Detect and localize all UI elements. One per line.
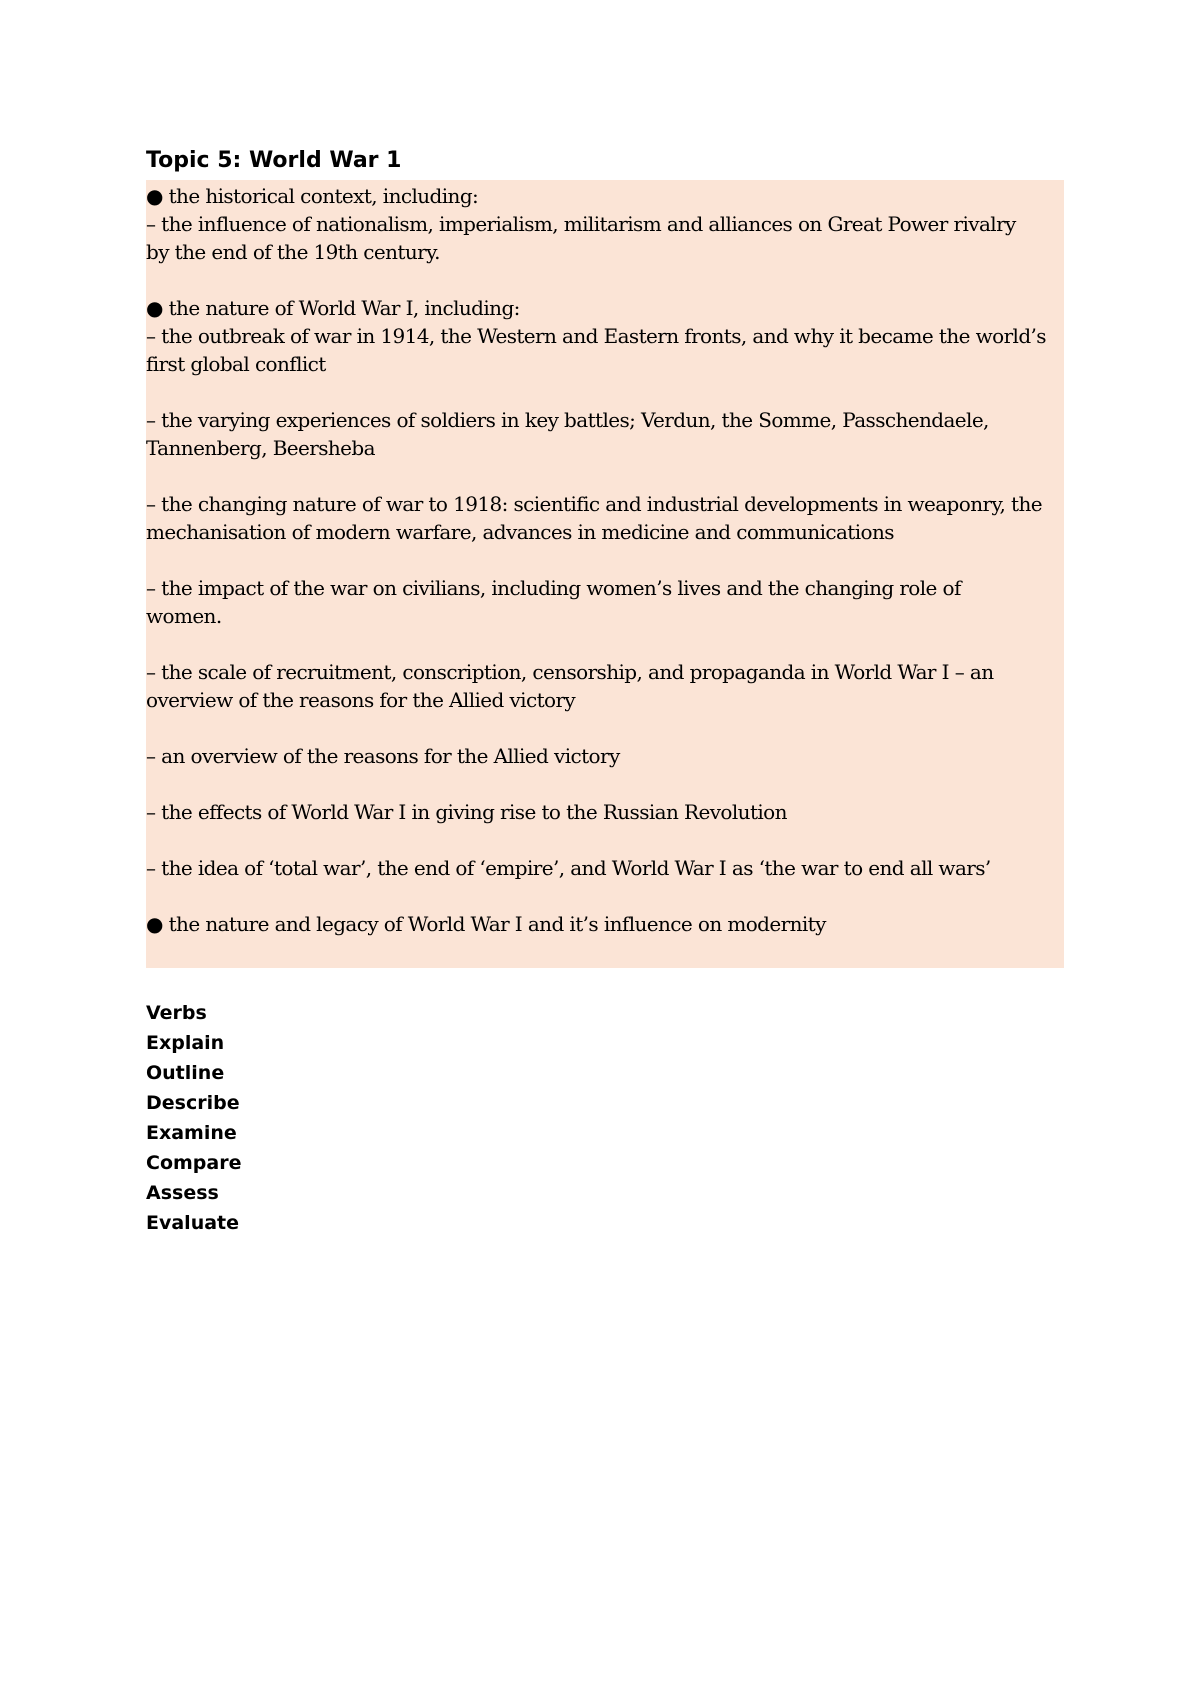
verb-item: Assess bbox=[146, 1182, 219, 1204]
text-line: by the end of the 19th century. bbox=[146, 240, 440, 264]
paragraph-legacy bbox=[146, 910, 1064, 938]
text-line: – the impact of the war on civilians, including women’s lives and the changing role of bbox=[146, 576, 961, 600]
text-line: ● the nature of World War I, including: bbox=[146, 296, 520, 320]
paragraph-soldier-experiences bbox=[146, 406, 1064, 462]
paragraph-allied-victory bbox=[146, 742, 1064, 770]
verb-item: Examine bbox=[146, 1122, 237, 1144]
text-line: – the varying experiences of soldiers in key battles; Verdun, the Somme, Passchendaele, bbox=[146, 408, 989, 432]
text-line: mechanisation of modern warfare, advances in medicine and communications bbox=[146, 520, 894, 544]
syllabus-content-box bbox=[146, 180, 1064, 968]
verbs-heading: Verbs bbox=[146, 1002, 207, 1024]
text-line: – an overview of the reasons for the Allied victory bbox=[146, 744, 620, 768]
paragraph-nature-of-war bbox=[146, 294, 1064, 378]
text-line: – the idea of ‘total war’, the end of ‘empire’, and World War I as ‘the war to end all wars’ bbox=[146, 856, 991, 880]
text-line: – the scale of recruitment, conscription, censorship, and propaganda in World War I – an bbox=[146, 660, 994, 684]
page-title: Topic 5: World War 1 bbox=[146, 148, 402, 173]
verb-item: Outline bbox=[146, 1062, 225, 1084]
verb-item: Compare bbox=[146, 1152, 242, 1174]
paragraph-impact-civilians bbox=[146, 574, 1064, 630]
text-line: first global conflict bbox=[146, 352, 326, 376]
text-line: – the changing nature of war to 1918: scientific and industrial developments in weaponry, the bbox=[146, 492, 1042, 516]
paragraph-historical-context bbox=[146, 182, 1064, 266]
text-line: – the outbreak of war in 1914, the Western and Eastern fronts, and why it became the world’s bbox=[146, 324, 1046, 348]
verb-item: Explain bbox=[146, 1032, 225, 1054]
verbs-list bbox=[146, 998, 241, 1238]
paragraph-total-war bbox=[146, 854, 1064, 882]
text-line: women. bbox=[146, 604, 222, 628]
paragraph-recruitment bbox=[146, 658, 1064, 714]
text-line: ● the nature and legacy of World War I and it’s influence on modernity bbox=[146, 912, 826, 936]
verb-item: Describe bbox=[146, 1092, 240, 1114]
text-line: ● the historical context, including: bbox=[146, 184, 479, 208]
paragraph-russian-revolution bbox=[146, 798, 1064, 826]
verb-item: Evaluate bbox=[146, 1212, 240, 1234]
text-line: overview of the reasons for the Allied victory bbox=[146, 688, 576, 712]
paragraph-changing-nature bbox=[146, 490, 1064, 546]
text-line: Tannenberg, Beersheba bbox=[146, 436, 375, 460]
text-line: – the effects of World War I in giving rise to the Russian Revolution bbox=[146, 800, 787, 824]
text-line: – the influence of nationalism, imperialism, militarism and alliances on Great Power rivalry bbox=[146, 212, 1016, 236]
